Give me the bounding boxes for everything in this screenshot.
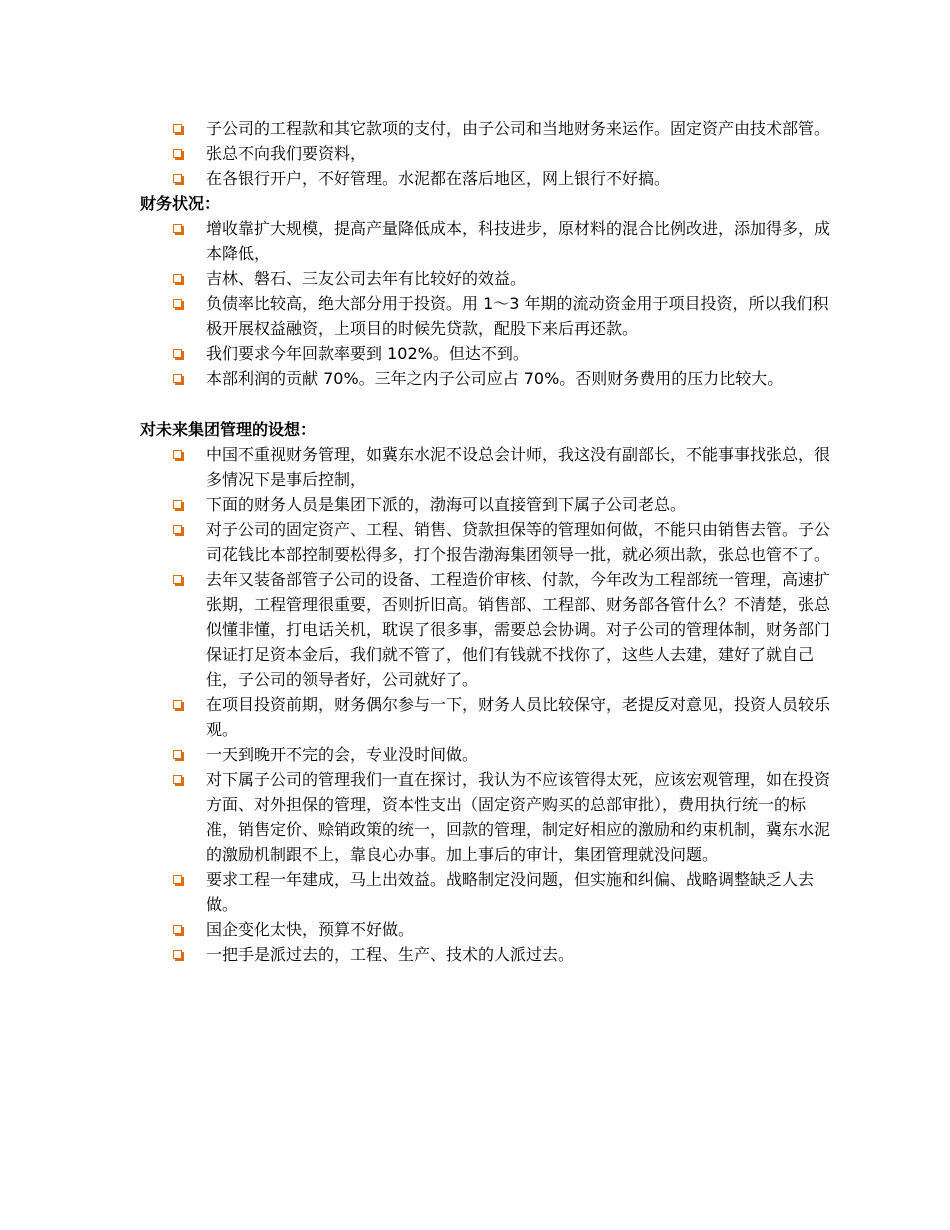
list-item-text: 国企变化太快，预算不好做。 bbox=[206, 920, 415, 939]
list-item bbox=[140, 141, 830, 166]
list-item bbox=[140, 742, 830, 767]
square-bullet-icon bbox=[173, 925, 182, 934]
list-item-text: 本部利润的贡献 70%。三年之内子公司应占 70%。否则财务费用的压力比较大。 bbox=[206, 369, 784, 388]
list-item-text: 我们要求今年回款率要到 102%。但达不到。 bbox=[206, 344, 529, 363]
list-item bbox=[140, 116, 830, 141]
square-bullet-icon bbox=[173, 950, 182, 959]
list-item bbox=[140, 517, 830, 567]
list-item bbox=[140, 492, 830, 517]
list-item-text: 在项目投资前期，财务偶尔参与一下，财务人员比较保守，老提反对意见，投资人员较乐观。 bbox=[206, 695, 831, 739]
square-bullet-icon bbox=[173, 575, 182, 584]
list-item-text: 要求工程一年建成，马上出效益。战略制定没问题，但实施和纠偏、战略调整缺乏人去做。 bbox=[206, 870, 815, 914]
square-bullet-icon bbox=[173, 124, 182, 133]
section-title-financial-status: 财务状况： bbox=[140, 194, 221, 213]
list-item bbox=[140, 266, 830, 291]
list-item bbox=[140, 767, 830, 867]
list-item bbox=[140, 166, 830, 191]
list-item bbox=[140, 942, 830, 967]
list-item-text: 一把手是派过去的，工程、生产、技术的人派过去。 bbox=[206, 945, 575, 964]
square-bullet-icon bbox=[173, 875, 182, 884]
list-item bbox=[140, 291, 830, 341]
list-item-text: 一天到晚开不完的会，专业没时间做。 bbox=[206, 745, 479, 764]
list-item-text: 张总不向我们要资料， bbox=[206, 144, 367, 163]
list-item-text: 下面的财务人员是集团下派的，渤海可以直接管到下属子公司老总。 bbox=[206, 495, 687, 514]
square-bullet-icon bbox=[173, 349, 182, 358]
square-bullet-icon bbox=[173, 149, 182, 158]
list-item-text: 中国不重视财务管理，如冀东水泥不设总会计师，我这没有副部长，不能事事找张总，很多情况下是事后控制， bbox=[206, 445, 831, 489]
list-item bbox=[140, 341, 830, 366]
square-bullet-icon bbox=[173, 750, 182, 759]
document-body bbox=[140, 116, 830, 967]
financial-status-section bbox=[140, 191, 830, 391]
future-management-section bbox=[140, 417, 830, 967]
square-bullet-icon bbox=[173, 500, 182, 509]
list-item-text: 在各银行开户，不好管理。水泥都在落后地区，网上银行不好搞。 bbox=[206, 169, 671, 188]
square-bullet-icon bbox=[173, 374, 182, 383]
list-item bbox=[140, 917, 830, 942]
list-item bbox=[140, 692, 830, 742]
list-item-text: 增收靠扩大规模，提高产量降低成本，科技进步，原材料的混合比例改进，添加得多，成本降低， bbox=[206, 219, 831, 263]
list-item-text: 对下属子公司的管理我们一直在探讨，我认为不应该管得太死，应该宏观管理，如在投资方面、对外担保的管理，资本性支出（固定资产购买的总部审批），费用执行统一的标准，销售定价、赊销政策的统一，回款的管理，制定好相应的激励和约束机制，冀东水泥的激励机制跟不上，靠良心办事。加上事后的审计，集团管理就没问题。 bbox=[206, 770, 831, 864]
list-item-text: 去年又装备部管子公司的设备、工程造价审核、付款，今年改为工程部统一管理，高速扩张期，工程管理很重要，否则折旧高。销售部、工程部、财务部各管什么？不清楚，张总似懂非懂，打电话关机，耽误了很多事，需要总会协调。对子公司的管理体制，财务部门保证打足资本金后，我们就不管了，他们有钱就不找你了，这些人去建，建好了就自己住，子公司的领导者好，公司就好了。 bbox=[206, 570, 831, 689]
list-item-text: 对子公司的固定资产、工程、销售、贷款担保等的管理如何做，不能只由销售去管。子公司花钱比本部控制要松得多，打个报告渤海集团领导一批，就必须出款，张总也管不了。 bbox=[206, 520, 831, 564]
square-bullet-icon bbox=[173, 274, 182, 283]
list-item bbox=[140, 216, 830, 266]
square-bullet-icon bbox=[173, 700, 182, 709]
list-item bbox=[140, 442, 830, 492]
list-item-text: 子公司的工程款和其它款项的支付，由子公司和当地财务来运作。固定资产由技术部管。 bbox=[206, 119, 831, 138]
list-item bbox=[140, 366, 830, 391]
square-bullet-icon bbox=[173, 525, 182, 534]
intro-list bbox=[140, 116, 830, 191]
square-bullet-icon bbox=[173, 299, 182, 308]
future-management-list bbox=[140, 442, 830, 967]
financial-status-list bbox=[140, 216, 830, 391]
square-bullet-icon bbox=[173, 174, 182, 183]
list-item-text: 负债率比较高，绝大部分用于投资。用 1～3 年期的流动资金用于项目投资，所以我们积极开展权益融资，上项目的时候先贷款，配股下来后再还款。 bbox=[206, 294, 829, 338]
list-item bbox=[140, 567, 830, 692]
list-item bbox=[140, 867, 830, 917]
list-item-text: 吉林、磐石、三友公司去年有比较好的效益。 bbox=[206, 269, 527, 288]
section-title-future-management: 对未来集团管理的设想： bbox=[140, 420, 317, 439]
square-bullet-icon bbox=[173, 775, 182, 784]
section-spacer bbox=[140, 391, 830, 417]
square-bullet-icon bbox=[173, 450, 182, 459]
square-bullet-icon bbox=[173, 224, 182, 233]
